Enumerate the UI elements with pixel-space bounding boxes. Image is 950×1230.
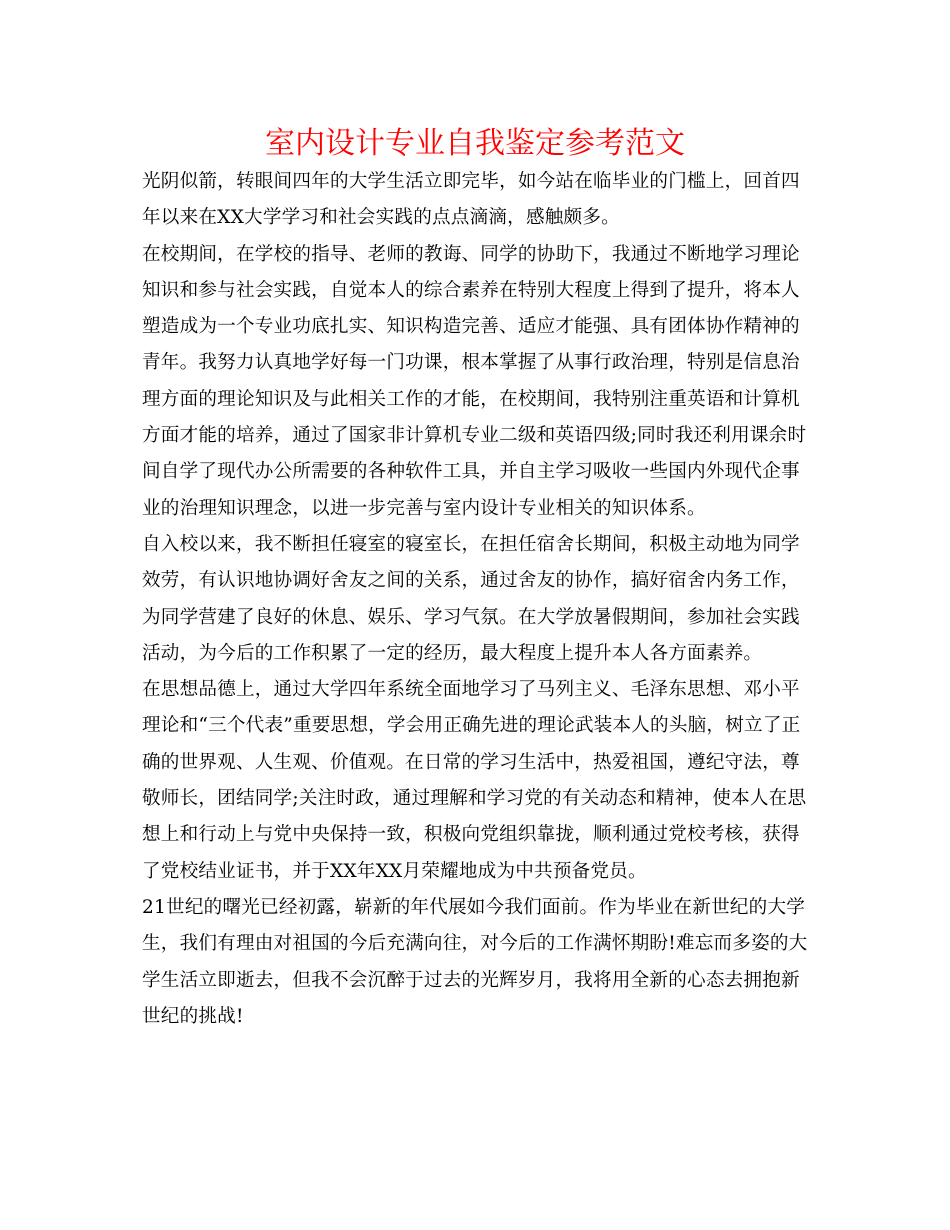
document-body	[142, 164, 814, 1035]
paragraph-1: 光阴似箭，转眼间四年的大学生活立即完毕，如今站在临毕业的门槛上，回首四年以来在XX大学学习和社会实践的点点滴滴，感触颇多。	[142, 171, 800, 229]
paragraph-5: 21世纪的曙光已经初露，崭新的年代展如今我们面前。作为毕业在新世纪的大学生，我们有理由对祖国的今后充满向往，对今后的工作满怀期盼!难忘而多姿的大学生活立即逝去，但我不会沉醉于过去的光辉岁月，我将用全新的心态去拥抱新世纪的挑战!	[142, 896, 808, 1027]
paragraph-2: 在校期间，在学校的指导、老师的教诲、同学的协助下，我通过不断地学习理论知识和参与社会实践，自觉本人的综合素养在特别大程度上得到了提升，将本人塑造成为一个专业功底扎实、知识构造完善、适应才能强、具有团体协作精神的青年。我努力认真地学好每一门功课，根本掌握了从事行政治理，特别是信息治理方面的理论知识及与此相关工作的才能，在校期间，我特别注重英语和计算机方面才能的培养，通过了国家非计算机专业二级和英语四级;同时我还利用课余时间自学了现代办公所需要的各种软件工具，并自主学习吸收一些国内外现代企事业的治理知识理念，以进一步完善与室内设计专业相关的知识体系。	[142, 243, 807, 519]
paragraph-4: 在思想品德上，通过大学四年系统全面地学习了马列主义、毛泽东思想、邓小平理论和“三个代表”重要思想，学会用正确先进的理论武装本人的头脑，树立了正确的世界观、人生观、价值观。在日常的学习生活中，热爱祖国，遵纪守法，尊敬师长，团结同学;关注时政，通过理解和学习党的有关动态和精神，使本人在思想上和行动上与党中央保持一致，积极向党组织靠拢，顺利通过党校考核，获得了党校结业证书，并于XX年XX月荣耀地成为中共预备党员。	[142, 679, 807, 882]
document-title: 室内设计专业自我鉴定参考范文	[265, 126, 685, 161]
paragraph-3: 自入校以来，我不断担任寝室的寝室长，在担任宿舍长期间，积极主动地为同学效劳，有认识地协调好舍友之间的关系，通过舍友的协作，搞好宿舍内务工作，为同学营建了良好的休息、娱乐、学习气氛。在大学放暑假期间，参加社会实践活动，为今后的工作积累了一定的经历，最大程度上提升本人各方面素养。	[142, 533, 800, 664]
